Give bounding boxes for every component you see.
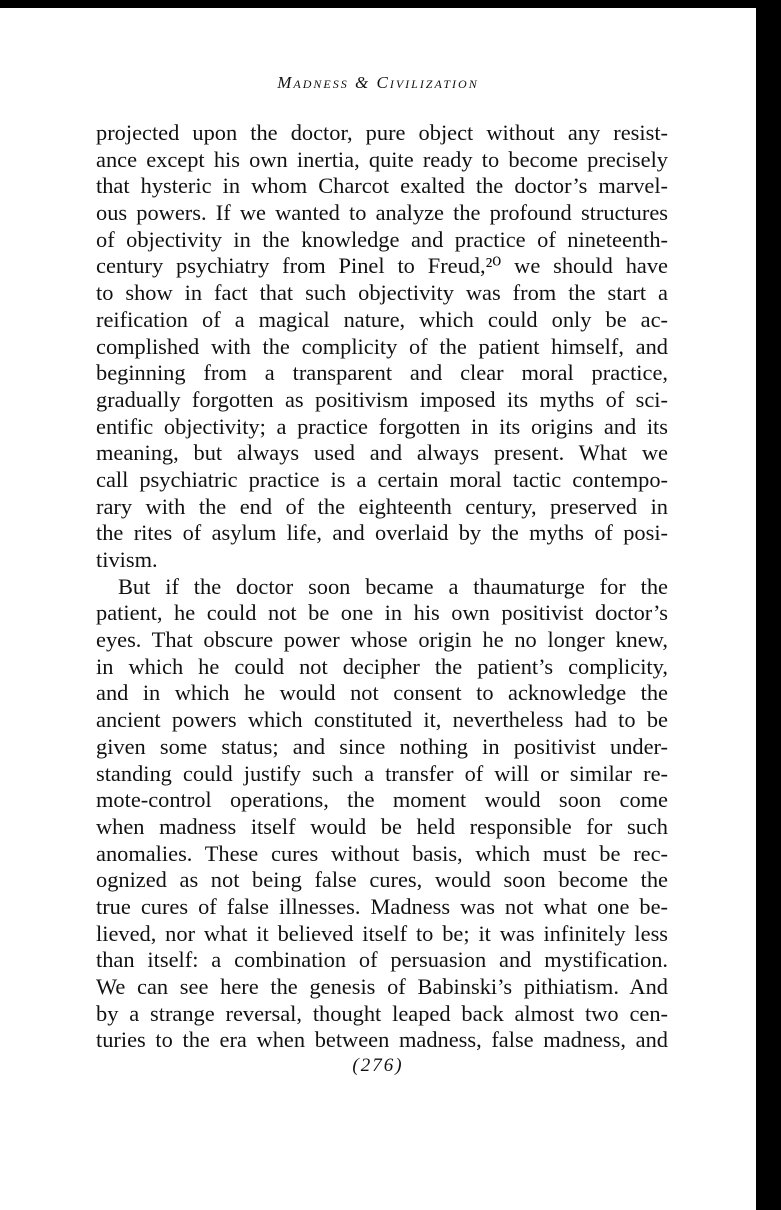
text-line: given some status; and since nothing in positivist under-: [96, 733, 668, 759]
text-line: century psychiatry from Pinel to Freud,²⁰ we should have: [96, 253, 668, 279]
text-line: patient, he could not be one in his own positivist doctor’s: [96, 600, 668, 626]
text-line: ous powers. If we wanted to analyze the profound structures: [96, 200, 668, 226]
text-line: by a strange reversal, thought leaped back almost two cen-: [96, 1000, 668, 1026]
text-line: standing could justify such a transfer of will or similar re-: [96, 760, 668, 786]
text-line: beginning from a transparent and clear moral practice,: [96, 360, 668, 386]
text-line: gradually forgotten as positivism imposed its myths of sci-: [96, 386, 668, 412]
text-line: meaning, but always used and always present. What we: [96, 440, 668, 466]
text-line: turies to the era when between madness, false madness, and: [96, 1027, 668, 1053]
text-line: call psychiatric practice is a certain moral tactic contempo-: [96, 466, 668, 492]
text-line: eyes. That obscure power whose origin he no longer knew,: [96, 627, 668, 653]
paragraph: [96, 120, 668, 574]
text-line: the rites of asylum life, and overlaid by the myths of posi-: [96, 520, 668, 546]
text-line: ancient powers which constituted it, nevertheless had to be: [96, 707, 668, 733]
paragraph: [96, 574, 668, 1054]
scan-top-border: [0, 0, 781, 8]
text-line: and in which he would not consent to acknowledge the: [96, 680, 668, 706]
text-line: entific objectivity; a practice forgotten in its origins and its: [96, 413, 668, 439]
text-line: when madness itself would be held responsible for such: [96, 813, 668, 839]
text-line: rary with the end of the eighteenth century, preserved in: [96, 493, 668, 519]
text-line: than itself: a combination of persuasion and mystification.: [96, 947, 668, 973]
text-line: projected upon the doctor, pure object without any resist-: [96, 120, 668, 145]
text-line: complished with the complicity of the patient himself, and: [96, 333, 668, 359]
text-line: mote-control operations, the moment would soon come: [96, 787, 668, 813]
text-line: in which he could not decipher the patient’s complicity,: [96, 653, 668, 679]
text-line: of objectivity in the knowledge and practice of nineteenth-: [96, 226, 668, 252]
page-number: (276): [352, 1055, 404, 1076]
text-line: We can see here the genesis of Babinski’s pithiatism. And: [96, 974, 668, 999]
text-line: anomalies. These cures without basis, which must be rec-: [96, 840, 668, 866]
text-line: ance except his own inertia, quite ready to become precisely: [96, 146, 668, 172]
text-line: reification of a magical nature, which could only be ac-: [96, 306, 668, 332]
text-line: lieved, nor what it believed itself to be; it was infinitely less: [96, 920, 668, 946]
text-line: ognized as not being false cures, would soon become the: [96, 867, 668, 893]
text-line: tivism.: [96, 547, 158, 572]
text-line: to show in fact that such objectivity was from the start a: [96, 280, 668, 306]
scan-right-border: [756, 0, 781, 1210]
text-line: true cures of false illnesses. Madness was not what one be-: [96, 893, 668, 919]
text-line: But if the doctor soon became a thaumaturge for the: [118, 573, 668, 599]
text-line: that hysteric in whom Charcot exalted the doctor’s marvel-: [96, 173, 668, 199]
body-text: [96, 120, 668, 1054]
running-head: Madness & Civilization: [277, 73, 479, 92]
